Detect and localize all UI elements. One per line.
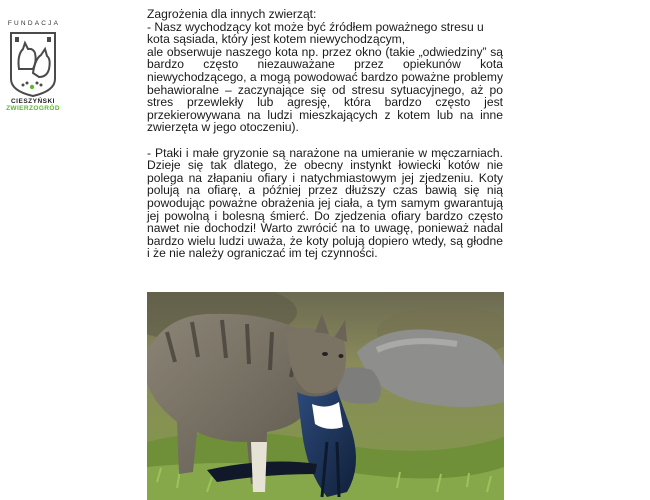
cat-dog-emblem-icon xyxy=(7,29,59,97)
paragraph-spacer xyxy=(147,134,503,147)
foundation-logo xyxy=(2,20,64,120)
logo-top-text: FUNDACJA xyxy=(7,20,61,27)
photo-illustration xyxy=(147,292,504,500)
article-body xyxy=(147,8,503,260)
logo-name: CIESZYŃSKI xyxy=(10,98,55,105)
logo-subtitle: ZWIERZOGRÓD xyxy=(6,105,60,112)
cat-with-magpie-photo xyxy=(147,292,504,500)
paragraph-prey: - Ptaki i małe gryzonie są narażone na umieranie w męczarniach. Dzieje się tak dlatego, że obecny instynkt łowiecki kotów nie polega na złapaniu ofiary i natychmiastowym jej zjedzeniu. Koty polują na ofiarę, a później przez dłuższy czas bawią się nią powodując poważne obrażenia jej ciała, a tym samym gwarantują jej powolną i bolesną śmierć. Do zjedzenia ofiary bardzo często nawet nie dochodzi! Warto zwrócić na to uwagę, ponieważ nadal bardzo wielu ludzi uważa, że koty polują dopiero wtedy, są głodne i że nie należy ograniczać im tej czynności. xyxy=(147,145,503,261)
paragraph-intro: - Nasz wychodzący kot może być źródłem poważnego stresu u kota sąsiada, który jest kotem niewychodzącym, xyxy=(147,19,484,47)
paragraph-stress: ale obserwuje naszego kota np. przez okno (takie „odwiedziny” są bardzo często niezauważane przez opiekunów kota niewychodzącego, a mogą powodować bardzo poważne problemy behawioralne – zaczynające się od stresu sytuacyjnego, aż po stres przewlekły lub agresję, która bardzo często jest przekierowywana na ludzi mieszkających z kotem lub na inne zwierzęta w jego otoczeniu). xyxy=(147,44,503,135)
section-heading: Zagrożenia dla innych zwierząt: xyxy=(147,7,317,21)
